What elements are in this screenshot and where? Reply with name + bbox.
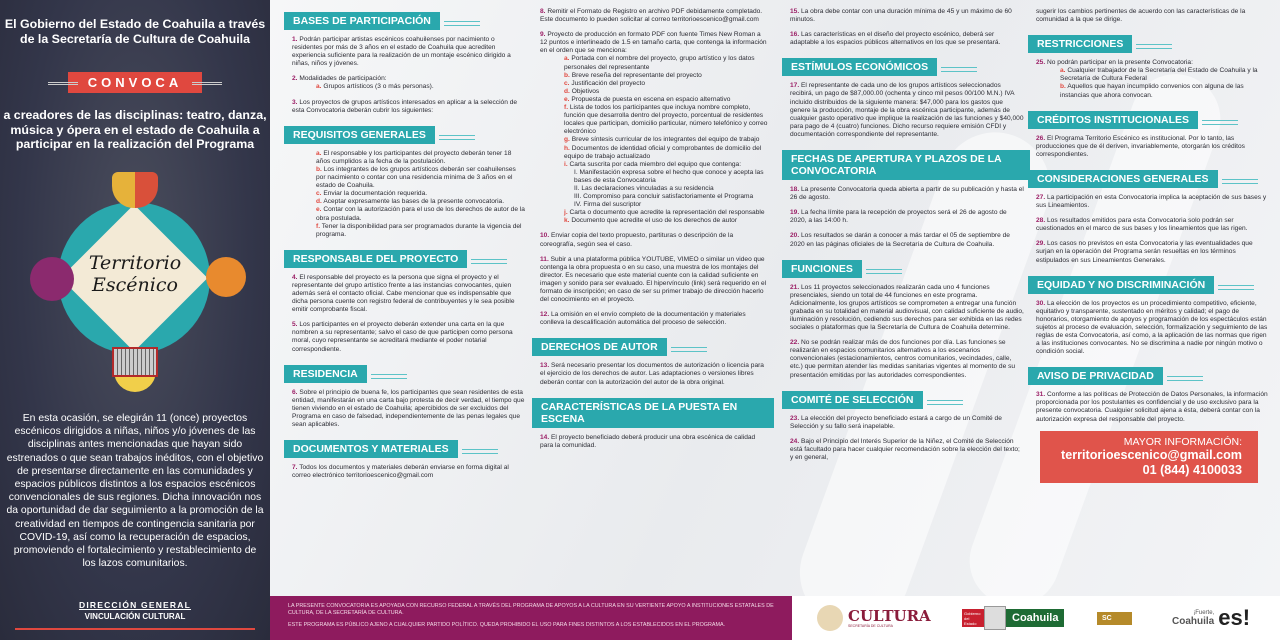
section-heading: RESPONSABLE DEL PROYECTO <box>284 250 467 268</box>
section-heading-wrap <box>532 334 774 362</box>
sub-item-text: Lista de todos los participantes que incluya nombre completo, función que desarrolla dentro del proyecto, porcentual de residentes locales que participan, domicilio particular, número telefónico y correo electrónico <box>564 104 768 136</box>
item-text: El Programa Territorio Escénico es institucional. Por lo tanto, las producciones que de él deriven, invariablemente, otorgarán los créditos correspondientes. <box>1036 134 1245 158</box>
list-item <box>292 99 532 115</box>
sub-item-text: Documentos de identidad oficial y comprobantes de domicilio del equipo de trabajo actualizado <box>564 144 762 160</box>
list-item <box>1036 391 1274 423</box>
item-text-line <box>1036 240 1268 264</box>
divider <box>192 82 222 85</box>
item-text-line <box>790 209 1024 225</box>
sub-item-letter: f. <box>316 222 321 230</box>
sub-item <box>564 209 768 217</box>
item-text-line <box>292 464 526 480</box>
item-text-line <box>790 415 1024 431</box>
item-text: Remitir el Formato de Registro en archivo PDF debidamente completado. Este documento lo pueden solicitar al correo territorioescenico@gmail.com <box>540 8 763 24</box>
item-text: Enviar copia del texto propuesto, partituras o descripción de la coreografía, según sea el caso. <box>540 232 734 248</box>
sub-item-letter: e. <box>564 95 570 103</box>
item-text: El representante de cada uno de los grupos artísticos seleccionados recibirá, un pago de $87,000.00 (ochenta y cinco mil pesos 00/100 M.N.) IVA incluido distribuidos de la siguiente manera: $47,000 para los gastos que genere la producción, montaje de la obra escénica participante, además de cualquier gasto operativo que implique la realización de las funciones y $40,000 para pago de 4 (cuatro) funciones. Dicho recurso requiere emisión CFDI y documentación correspondiente del representante. <box>790 82 1024 138</box>
item-text: La participación en esta Convocatoria implica la aceptación de sus bases y sus Lineamientos. <box>1036 193 1267 210</box>
es-text: es! <box>1218 605 1251 630</box>
sub-item <box>564 161 768 169</box>
sub-item-letter: h. <box>564 144 570 152</box>
vinculacion-cultural: VINCULACIÓN CULTURAL <box>84 612 186 621</box>
fuerte-coahuila-text: Coahuila <box>1172 615 1215 627</box>
item-text: Conforme a las políticas de Protección de Datos Personales, la información proporcionada por los postulantes es confidencial y de uso exclusivo para la presente convocatoria. Cualquier solicitud ajena a ésta, deberá contar con la autorización expresa del responsable del proyecto. <box>1036 391 1268 423</box>
sub-item-text: Propuesta de puesta en escena en espacio alternativo <box>571 95 731 103</box>
sub-item <box>316 198 526 206</box>
sub-item <box>316 190 526 198</box>
item-text: No se podrán realizar más de dos funciones por día. Las funciones se realizarán en espacios comunitarios alternativos a los escenarios convencionales (estacionamientos, centros comunitarios, vecindades, calle, etc.) que permitan atender las medidas sanitarias vigentes al momento de su presentación emitidas por las autoridades correspondientes. <box>790 339 1016 379</box>
sub-item-letter: e. <box>316 206 322 214</box>
sub-item-text: Tener la disponibilidad para ser programados durante la vigencia del programa. <box>316 222 522 238</box>
item-text-line <box>540 256 768 305</box>
sub-item-text: Carta suscrita por cada miembro del equipo que contenga: <box>569 160 742 168</box>
list-item <box>790 209 1030 225</box>
section-heading: REQUISITOS GENERALES <box>284 126 435 144</box>
sub-item <box>564 217 768 225</box>
sub-item-text: Contar con la autorización para el uso de los derechos de autor de la obra postulada. <box>316 206 525 222</box>
roman-numeral: IV. <box>574 201 582 209</box>
item-number: 14. <box>540 433 550 441</box>
divider <box>15 628 255 630</box>
sub-item-letter: f. <box>564 104 569 112</box>
item-text-line <box>790 284 1024 333</box>
roman-numeral: III. <box>574 193 582 201</box>
main-content <box>270 0 1280 596</box>
item-number: 10. <box>540 232 550 240</box>
column-2 <box>532 8 774 596</box>
item-text-line <box>1036 194 1268 210</box>
gobierno-text: Gobierno del Estado <box>962 609 984 627</box>
section-heading-wrap <box>532 394 774 434</box>
section-heading: DERECHOS DE AUTOR <box>532 338 667 356</box>
section-heading: RESTRICCIONES <box>1028 35 1132 53</box>
sub-item <box>564 96 768 104</box>
sub-item <box>1060 83 1268 99</box>
item-number: 13. <box>540 362 550 370</box>
item-text-line <box>540 311 768 327</box>
item-text-line <box>790 186 1024 202</box>
sub-item-letter: i. <box>564 160 568 168</box>
list-item <box>540 8 774 24</box>
item-text: Todos los documentos y materiales deberán enviarse en forma digital al correo electrónico territorioescenico@gmail.com <box>292 464 509 480</box>
item-text-line <box>292 36 526 68</box>
item-text: La obra debe contar con una duración mínima de 45 y un máximo de 60 minutos. <box>790 8 1012 24</box>
item-text-line <box>1036 59 1268 67</box>
sub-item-text: Breve reseña del representante del proyecto <box>571 71 702 79</box>
item-text-line <box>540 8 768 24</box>
item-text: Los proyectos de grupos artísticos interesados en aplicar a la selección de esta Convocatoria deberán cubrir los siguientes: <box>292 98 518 114</box>
sub-item-letter: a. <box>1060 67 1066 75</box>
item-text-line <box>540 362 768 386</box>
item-text: El responsable del proyecto es la persona que signa el proyecto y el representante del grupo artístico frente a las instancias convocantes, quien además será el contacto oficial. Cabe mencionar que es indispensable que dicha persona cuente con registro federal de contribuyentes y le sea posible emitir comprobante fiscal. <box>292 273 515 314</box>
program-description: En esta ocasión, se elegirán 11 (once) proyectos escénicos dirigidos a niñas, niños y/o jóvenes de las disciplinas antes mencionadas que hayan sido estrenados o que sean trabajos inéditos, con el objetivo de presentarse directamente en las comunidades y espacios públicos distintos a los espacios escénicos convencionales de sus regiones. Dicha innovación nos da oportunidad de dar seguimiento a la promoción de la creatividad en tiempos de contingencia sanitaria por COVID-19, así como la recuperación de espacios, promoviendo el fortalecimiento y restablecimiento de los lazos comunitarios. <box>6 413 264 570</box>
section-heading: CRÉDITOS INSTITUCIONALES <box>1028 111 1198 129</box>
item-number: 24. <box>790 437 800 445</box>
sub-item <box>316 150 526 166</box>
item-text: Será necesario presentar los documentos de autorización o licencia para el ejercicio de los derechos de autor. Las adaptaciones o versiones libres deberán contar con la autorización del autor de la obra original. <box>540 362 764 386</box>
section-heading-wrap <box>284 361 532 389</box>
list-item <box>790 8 1030 24</box>
item-text: Subir a una plataforma pública YOUTUBE, VIMEO o similar un video que contenga la obra propuesta o en su caso, una muestra de los montajes del director. Es necesario que este material cuente con la calidad suficiente en imagen y sonido para ser evaluado. El hipervínculo (link) será requerido en el formato de inscripción; en caso de ser su primer trabajo de dirección hacerlo del conocimiento en el proyecto. <box>540 255 767 304</box>
convoca-label: CONVOCA <box>68 72 202 93</box>
item-text: La omisión en el envío completo de la documentación y materiales conlleva la descalificación automática del proceso de selección. <box>540 311 746 327</box>
item-text: Proyecto de producción en formato PDF con fuente Times New Roman a 12 puntos e interlineado de 1.5 en tamaño carta, que contenga la información en el orden que se menciona: <box>540 31 767 55</box>
sub-item-text: Enviar la documentación requerida. <box>323 190 428 198</box>
list-item <box>292 464 532 480</box>
contact-phone[interactable]: 01 (844) 4100033 <box>1142 462 1242 477</box>
list-item <box>292 150 532 239</box>
sub-item-letter: b. <box>564 71 570 79</box>
item-text: sugerir los cambios pertinentes de acuerdo con las características de la comunidad a la que se dirige. <box>1036 8 1246 24</box>
roman-sub-item <box>574 201 768 209</box>
sub-item-letter: c. <box>564 79 570 87</box>
section-heading-wrap <box>284 436 532 464</box>
list-item <box>790 339 1030 379</box>
sub-item <box>316 83 526 91</box>
list-item <box>790 186 1030 202</box>
sub-item-letter: a. <box>564 55 570 63</box>
item-text-line <box>790 438 1024 462</box>
section-heading: AVISO DE PRIVACIDAD <box>1028 367 1163 385</box>
sub-item-letter: b. <box>316 165 322 173</box>
sub-item-text: Los integrantes de los grupos artísticos deberán ser coahuilenses por nacimiento o contar con una residencia mínima de 3 años en el estado de Coahuila. <box>316 165 516 190</box>
cultura-text: CULTURA <box>848 606 931 625</box>
list-item <box>790 415 1030 431</box>
item-number: 5. <box>292 321 298 329</box>
roman-sub-item-text: Manifestación expresa sobre el hecho que conoce y acepta las bases de esta Convocatoria <box>574 168 764 184</box>
item-number: 4. <box>292 273 298 281</box>
list-item <box>292 75 532 91</box>
list-item <box>1036 217 1274 233</box>
section-heading-wrap <box>782 387 1030 415</box>
sub-item-letter: d. <box>564 87 570 95</box>
list-item <box>1036 135 1274 159</box>
sub-item-letter: j. <box>564 209 568 217</box>
section-heading: FUNCIONES <box>782 260 862 278</box>
section-heading: BASES DE PARTICIPACIÓN <box>284 12 440 30</box>
list-item <box>1036 59 1274 99</box>
theater-masks-icon <box>112 172 158 208</box>
direction-general: DIRECCIÓN GENERAL <box>78 600 192 610</box>
item-text: La presente Convocatoria queda abierta a partir de su publicación y hasta el 26 de agosto. <box>790 186 1024 202</box>
list-item <box>790 82 1030 139</box>
section-heading-wrap <box>1028 272 1274 300</box>
item-number: 30. <box>1036 299 1046 307</box>
sub-item <box>564 145 768 161</box>
list-item <box>790 31 1030 47</box>
item-number: 1. <box>292 36 298 43</box>
sub-item-text: Carta o documento que acredite la representación del responsable <box>569 209 765 217</box>
section-heading-wrap <box>1028 107 1274 135</box>
item-text-line <box>1036 8 1268 24</box>
item-text: Los 11 proyectos seleccionados realizarán cada uno 4 funciones presenciales, siendo un total de 44 funciones en este programa. Adicionalmente, los grupos artísticos se comprometen a entregar una función grabada en su totalidad en material audiovisual, con calidad suficiente de audio, iluminación y resolución, cediendo sus derechos para ser exhibida en las redes sociales o plataformas que la Secretaría de Cultura de Coahuila determine. <box>790 283 1024 332</box>
item-text-line <box>1036 300 1268 357</box>
item-number: 17. <box>790 82 800 90</box>
section-heading: ESTÍMULOS ECONÓMICOS <box>782 58 937 76</box>
sub-item <box>564 72 768 80</box>
item-text-line <box>292 274 526 314</box>
column-1 <box>284 8 532 596</box>
list-item <box>540 232 774 248</box>
roman-sub-item-text: Las declaraciones vinculadas a su residencia <box>581 184 714 192</box>
sub-item-letter: a. <box>316 83 322 91</box>
cultura-logo <box>817 604 931 632</box>
fuerte-coahuila-logo <box>1172 604 1250 632</box>
sub-item-text: El responsable y los participantes del proyecto deberán tener 18 años cumplidos a la fecha de la postulación. <box>316 149 512 165</box>
roman-sub-item <box>574 185 768 193</box>
item-text: Podrán participar artistas escénicos coahuilenses por nacimiento o residentes por más de 3 años en el estado de Coahuila que acrediten experiencia suficiente para la realización de un montaje escénico dirigido a niñas, niños y jóvenes. <box>292 36 511 68</box>
fuerte-text: ¡Fuerte, <box>1193 609 1215 616</box>
sub-item-text: Aquellos que hayan incumplido convenios con alguna de las instancias que ahora convocan. <box>1060 83 1244 99</box>
list-item <box>540 434 774 450</box>
item-number: 8. <box>540 8 546 15</box>
item-text: Sobre el principio de buena fe, los participantes que sean residentes de esta entidad, manifestarán en una carta bajo protesta de decir verdad, el tiempo que tienen viviendo en el estado de Coahuila; apercibidos de ser excluidos del Programa en caso de falsedad, independientemente de las penas legales que sean aplicables. <box>292 388 525 428</box>
item-number: 16. <box>790 31 800 39</box>
item-number: 21. <box>790 283 800 291</box>
divider <box>48 82 78 85</box>
sub-item-letter: d. <box>316 198 322 206</box>
item-number: 25. <box>1036 59 1046 67</box>
sub-item-letter: k. <box>564 217 570 225</box>
item-text-line <box>292 321 526 353</box>
item-number: 23. <box>790 414 800 422</box>
roman-numeral: I. <box>574 168 578 176</box>
item-text: Los resultados se darán a conocer a más tardar el 05 de septiembre de 2020 en las páginas oficiales de la Secretaría de Cultura de Coahuila. <box>790 232 1010 248</box>
sub-item-text: Cualquier trabajador de la Secretaría del Estado de Coahuila y la Secretaría de Cultura Federal <box>1060 67 1258 83</box>
section-heading-wrap <box>1028 363 1274 391</box>
coahuila-government-logo <box>962 604 1064 632</box>
section-heading-wrap <box>284 246 532 274</box>
sub-item-letter: g. <box>564 136 570 144</box>
sc-logo <box>1097 604 1132 632</box>
sub-item <box>564 136 768 144</box>
sub-item-text: Justificación del proyecto <box>571 79 646 87</box>
section-heading: CARACTERÍSTICAS DE LA PUESTA EN ESCENA <box>532 398 774 428</box>
sub-item <box>564 88 768 96</box>
section-heading: RESIDENCIA <box>284 365 367 383</box>
item-number: 26. <box>1036 134 1046 142</box>
sub-item-letter: b. <box>1060 83 1066 91</box>
item-text: Las características en el diseño del proyecto escénico, deberá ser adaptable a los espacios públicos alternativos en los que se presentará. <box>790 31 1001 47</box>
section-heading-wrap <box>782 146 1030 186</box>
contact-label: MAYOR INFORMACIÓN: <box>1123 435 1242 448</box>
item-text-line <box>540 434 768 450</box>
list-item <box>1036 194 1274 210</box>
item-text: Modalidades de participación: <box>299 75 387 83</box>
item-text: La elección del proyecto beneficiado estará a cargo de un Comité de Selección y su fallo será inapelable. <box>790 414 1002 430</box>
list-item <box>790 284 1030 333</box>
item-number: 3. <box>292 98 298 106</box>
sc-text: SC <box>1097 612 1132 625</box>
item-number: 12. <box>540 311 550 319</box>
convoca-banner <box>0 72 270 94</box>
section-heading-wrap <box>782 54 1030 82</box>
contact-email[interactable]: territorioescenico@gmail.com <box>1061 447 1242 462</box>
item-text: La elección de los proyectos es un procedimiento competitivo, eficiente, equitativo y transparente, sustentado en méritos y calidad; el pago de honorarios, otorgamiento de apoyos y programación de los espectáculos están sujetos al proceso de evaluación, selección, formalización y seguimiento de las reglas de esta Convocatoria, así como, a la aplicación de las normas que rigen a las instituciones convocantes. No se discrimina a nadie por ningún motivo o condición social. <box>1036 299 1268 356</box>
item-text: El proyecto beneficiado deberá producir una obra escénica de calidad para la comunidad. <box>540 433 756 449</box>
roman-numeral: II. <box>574 184 580 192</box>
section-heading-wrap <box>284 122 532 150</box>
item-text-line <box>1036 135 1268 159</box>
item-text-line <box>292 75 526 83</box>
item-text: No podrán participar en la presente Convocatoria: <box>1047 59 1193 67</box>
logo-title-1: Territorio <box>88 252 182 274</box>
item-text-line <box>292 99 526 115</box>
sub-item <box>564 80 768 88</box>
section-heading-wrap <box>284 8 532 36</box>
item-text-line <box>1036 217 1268 233</box>
item-text-line <box>790 31 1024 47</box>
ballet-dancers-icon <box>206 257 246 297</box>
mexico-seal-icon <box>817 605 843 631</box>
item-text-line <box>790 8 1024 24</box>
list-item <box>790 232 1030 248</box>
section-heading-wrap <box>1028 166 1274 194</box>
list-item <box>540 311 774 327</box>
item-text-line <box>790 339 1024 379</box>
coahuila-text: Coahuila <box>1006 609 1064 627</box>
list-item <box>540 31 774 225</box>
item-text-line <box>292 389 526 429</box>
roman-sub-item <box>574 193 768 201</box>
sub-item-text: Breve síntesis curricular de los integrantes del equipo de trabajo <box>571 136 760 144</box>
item-text: Los participantes en el proyecto deberán extender una carta en la que nombren a su representante; salvo el caso de que participen como persona moral, cuyo representante se acreditará mediante el poder notarial correspondiente. <box>292 321 513 353</box>
column-4 <box>1028 8 1274 596</box>
intro-text: El Gobierno del Estado de Coahuila a través de la Secretaría de Cultura de Coahuila <box>4 17 266 46</box>
invite-text: a creadores de las disciplinas: teatro, danza, música y ópera en el estado de Coahuila a participar en la realización del Programa <box>3 108 267 151</box>
item-number: 15. <box>790 8 800 15</box>
sub-item <box>564 104 768 136</box>
left-panel <box>0 0 270 640</box>
item-text: La fecha límite para la recepción de proyectos será el 26 de agosto de 2020, a las 14:00 h. <box>790 209 1007 225</box>
item-number: 11. <box>540 255 549 263</box>
item-text-line <box>790 232 1024 248</box>
item-number: 29. <box>1036 240 1046 248</box>
item-number: 31. <box>1036 391 1046 399</box>
list-item <box>292 321 532 353</box>
item-number: 20. <box>790 232 800 240</box>
item-number: 7. <box>292 464 298 472</box>
item-text: Bajo el Principio del Interés Superior de la Niñez, el Comité de Selección está facultado para hacer cualquier recomendación sobre la elección del texto; y en general, <box>790 437 1020 461</box>
disclaimer-line-1: LA PRESENTE CONVOCATORIA ES APOYADA CON RECURSO FEDERAL A TRAVÉS DEL PROGRAMA DE APOYOS A LA CULTURA EN SU VERTIENTE APOYO A INSTITUCIONES ESTATALES DE CULTURA, DE LA SECRETARÍA DE CULTURA. <box>288 603 774 616</box>
list-item <box>1036 300 1274 357</box>
list-item <box>790 438 1030 462</box>
section-heading: FECHAS DE APERTURA Y PLAZOS DE LA CONVOCATORIA <box>782 150 1030 180</box>
sub-item-letter: c. <box>316 190 322 198</box>
item-text-line <box>540 31 768 55</box>
item-text: Los resultados emitidos para esta Convocatoria solo podrán ser cuestionados en el marco de sus bases y los lineamientos que las rigen. <box>1036 217 1248 233</box>
section-heading: EQUIDAD Y NO DISCRIMINACIÓN <box>1028 276 1214 294</box>
cultura-subtext: SECRETARÍA DE CULTURA <box>848 623 893 628</box>
list-item <box>292 389 532 429</box>
sub-item <box>316 223 526 239</box>
sub-item <box>564 55 768 71</box>
item-number: 18. <box>790 186 800 194</box>
item-number: 19. <box>790 209 800 217</box>
section-heading: DOCUMENTOS Y MATERIALES <box>284 440 458 458</box>
footer-disclaimer <box>270 596 792 640</box>
list-item <box>540 256 774 305</box>
contact-box <box>1040 431 1258 483</box>
territorio-escenico-logo <box>30 172 240 397</box>
section-heading-wrap <box>782 256 1030 284</box>
item-number: 22. <box>790 339 800 347</box>
item-text-line <box>790 82 1024 139</box>
list-item <box>1036 240 1274 264</box>
list-item <box>540 362 774 386</box>
item-number: 2. <box>292 75 298 83</box>
item-number: 9. <box>540 31 546 39</box>
roman-sub-item-text: Firma del suscriptor <box>583 201 642 209</box>
sub-item-text: Documento que acredite el uso de los derechos de autor <box>571 217 738 225</box>
item-number: 28. <box>1036 217 1046 225</box>
footer-logos <box>792 596 1280 640</box>
roman-sub-item-text: Compromiso para concluir satisfactoriamente el Programa <box>583 193 754 201</box>
sub-item-letter: a. <box>316 149 322 157</box>
list-item <box>292 36 532 68</box>
sub-item <box>316 206 526 222</box>
list-item <box>1036 8 1274 24</box>
disclaimer-line-2: ESTE PROGRAMA ES PÚBLICO AJENO A CUALQUIER PARTIDO POLÍTICO. QUEDA PROHIBIDO EL USO PARA FINES DISTINTOS A LOS ESTABLECIDOS EN EL PROGRAMA. <box>288 622 726 629</box>
sub-item <box>1060 67 1268 83</box>
item-number: 6. <box>292 388 298 396</box>
list-item <box>292 274 532 314</box>
item-text-line <box>540 232 768 248</box>
sub-item-text: Portada con el nombre del proyecto, grupo artístico y los datos personales del representante <box>564 55 755 71</box>
section-heading: CONSIDERACIONES GENERALES <box>1028 170 1218 188</box>
roman-sub-item <box>574 169 768 185</box>
sub-item-text: Objetivos <box>571 87 600 95</box>
item-text-line <box>1036 391 1268 423</box>
coahuila-shield-icon <box>984 606 1006 630</box>
section-heading: COMITÉ DE SELECCIÓN <box>782 391 923 409</box>
sub-item-text: Aceptar expresamente las bases de la presente convocatoria. <box>323 198 505 206</box>
item-number: 27. <box>1036 193 1046 201</box>
column-3 <box>782 8 1030 596</box>
sub-item <box>316 166 526 190</box>
section-heading-wrap <box>1028 31 1274 59</box>
item-text: Los casos no previstos en esta Convocatoria y las eventualidades que surjan en la operación del Programa serán resueltas en los términos estipulados en sus Lineamientos Generales. <box>1036 240 1253 264</box>
sub-item-text: Grupos artísticos (3 o más personas). <box>323 83 434 91</box>
logo-title-2: Escénico <box>92 274 178 296</box>
